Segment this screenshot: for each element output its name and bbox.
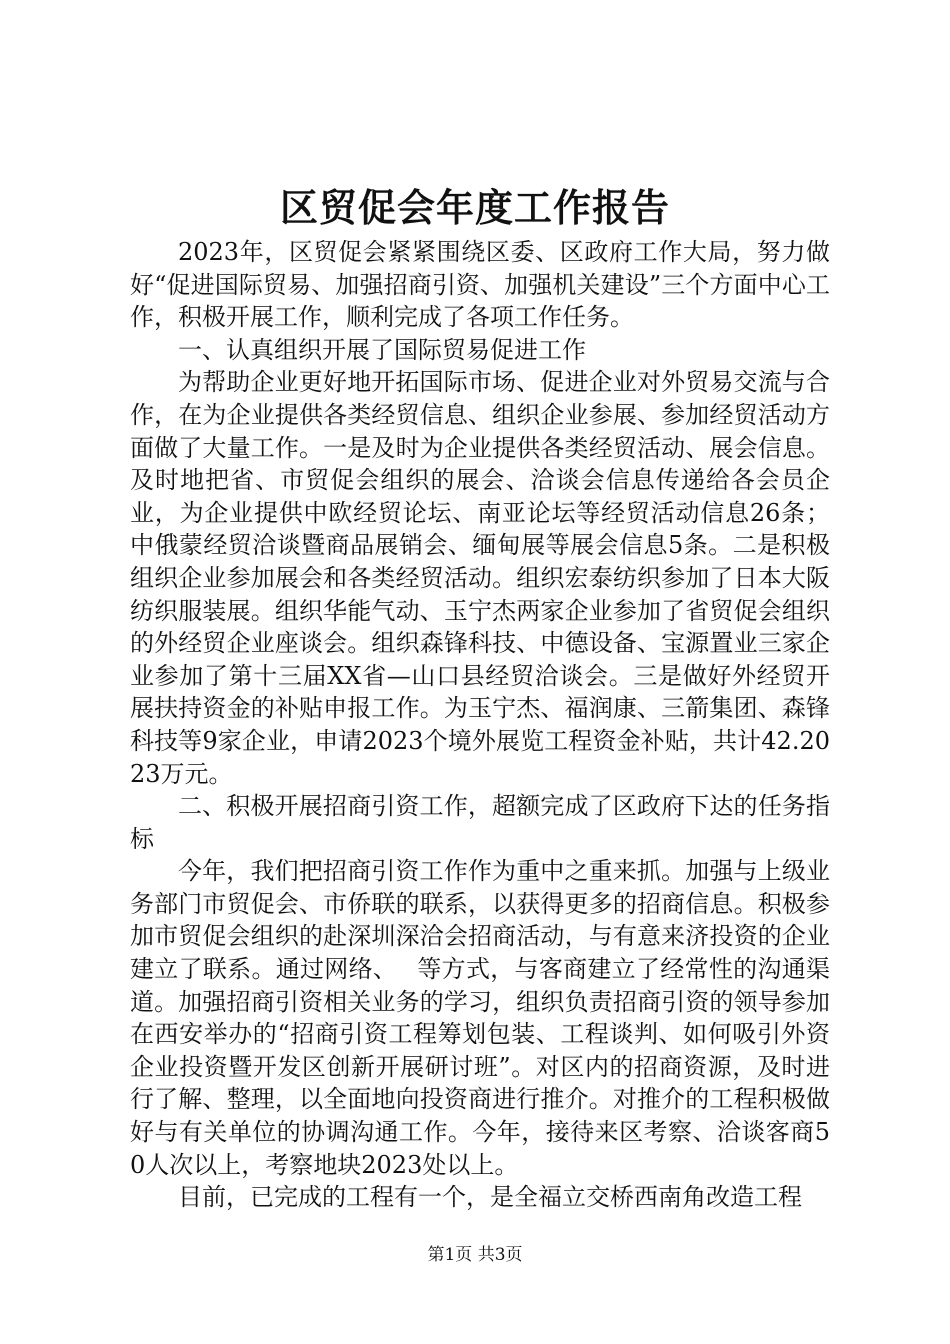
section-heading-1: 一、认真组织开展了国际贸易促进工作 xyxy=(178,335,586,364)
document-body xyxy=(130,236,830,1214)
document-title: 区贸促会年度工作报告 xyxy=(279,185,670,230)
section-heading-2: 二、积极开展招商引资工作，超额完成了区政府下达的任务指标 xyxy=(130,792,830,853)
section-1-paragraph: 为帮助企业更好地开拓国际市场、促进企业对外贸易交流与合作，在为企业提供各类经贸信息、组织企业参展、参加经贸活动方面做了大量工作。一是及时为企业提供各类经贸活动、展会信息。及时地把省、市贸促会组织的展会、洽谈会信息传递给各会员企业，为企业提供中欧经贸论坛、南亚论坛等经贸活动信息26条；中俄蒙经贸洽谈暨商品展销会、缅甸展等展会信息5条。二是积极组织企业参加展会和各类经贸活动。组织宏泰纺织参加了日本大阪纺织服装展。组织华能气动、玉宁杰两家企业参加了省贸促会组织的外经贸企业座谈会。组织森锋科技、中德设备、宝源置业三家企业参加了第十三届XX省—山口县经贸洽谈会。三是做好外经贸开展扶持资金的补贴申报工作。为玉宁杰、福润康、三箭集团、森锋科技等9家企业，申请2023个境外展览工程资金补贴，共计42.2023万元。 xyxy=(130,368,830,788)
intro-paragraph: 2023年，区贸促会紧紧围绕区委、区政府工作大局，努力做好“促进国际贸易、加强招商引资、加强机关建设”三个方面中心工作，积极开展工作，顺利完成了各项工作任务。 xyxy=(130,238,830,332)
section-2-continued-paragraph: 目前，已完成的工程有一个，是全福立交桥西南角改造工程 xyxy=(178,1183,802,1212)
section-2-paragraph: 今年，我们把招商引资工作作为重中之重来抓。加强与上级业务部门市贸促会、市侨联的联系，以获得更多的招商信息。积极参加市贸促会组织的赴深圳深洽会招商活动，与有意来济投资的企业建立了联系。通过网络、 等方式，与客商建立了经常性的沟通渠道。加强招商引资相关业务的学习，组织负责招商引资的领导参加在西安举办的“招商引资工程筹划包装、工程谈判、如何吸引外资企业投资暨开发区创新开展研讨班”。对区内的招商资源，及时进行了解、整理，以全面地向投资商进行推介。对推介的工程积极做好与有关单位的协调沟通工作。今年，接待来区考察、洽谈客商50人次以上，考察地块2023处以上。 xyxy=(130,857,830,1179)
page-footer: 第1页 共3页 xyxy=(427,1245,523,1265)
